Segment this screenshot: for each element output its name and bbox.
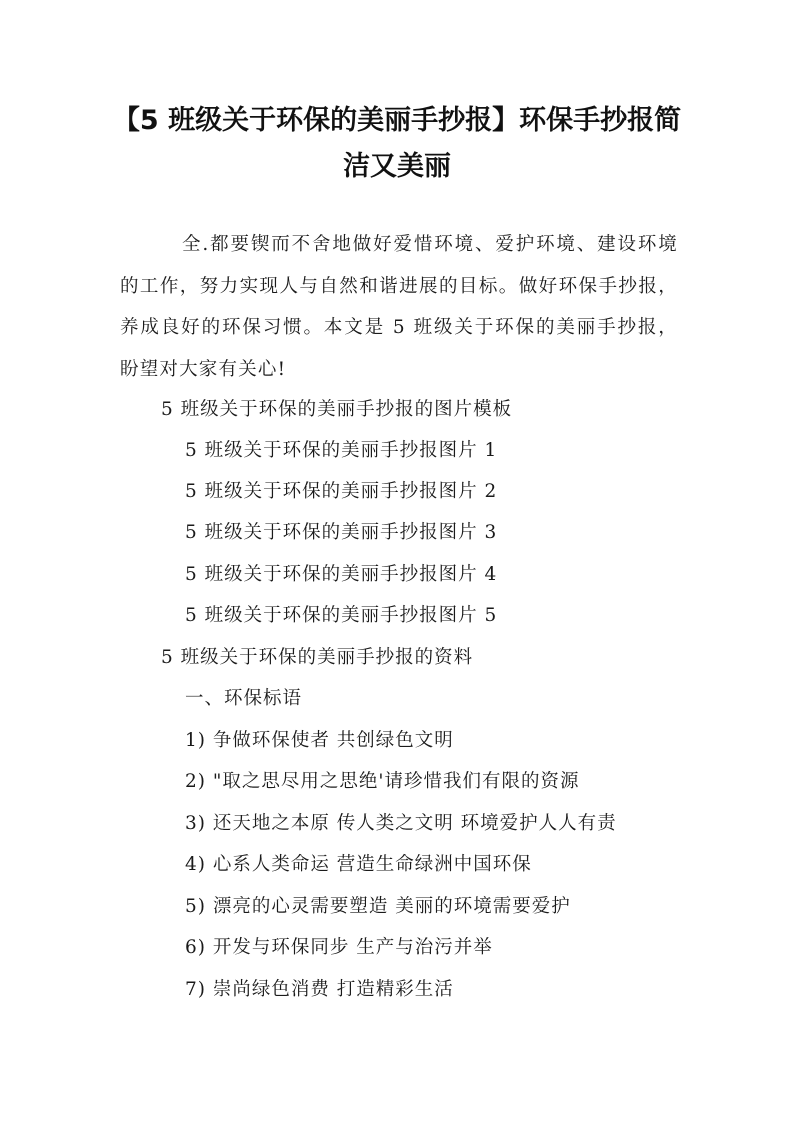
- section-heading-templates: 5 班级关于环保的美丽手抄报的图片模板: [161, 399, 513, 420]
- image-caption-4: 5 班级关于环保的美丽手抄报图片 4: [185, 564, 498, 585]
- section-heading-materials: 5 班级关于环保的美丽手抄报的资料: [161, 647, 474, 668]
- subheading-slogans: 一、环保标语: [185, 688, 303, 709]
- image-caption-1: 5 班级关于环保的美丽手抄报图片 1: [185, 440, 498, 461]
- slogan-item: 2) "取之思尽用之思绝'请珍惜我们有限的资源: [185, 771, 580, 792]
- slogan-item: 7) 崇尚绿色消费 打造精彩生活: [185, 979, 454, 1000]
- image-caption-2: 5 班级关于环保的美丽手抄报图片 2: [185, 481, 498, 502]
- slogan-item: 1) 争做环保使者 共创绿色文明: [185, 730, 454, 751]
- slogan-item: 4) 心系人类命运 营造生命绿洲中国环保: [185, 854, 532, 875]
- document-title: 【5 班级关于环保的美丽手抄报】环保手抄报简洁又美丽: [112, 105, 682, 182]
- slogan-item: 6) 开发与环保同步 生产与治污并举: [185, 937, 493, 958]
- intro-paragraph: 全.都要锲而不舍地做好爱惜环境、爱护环境、建设环境的工作，努力实现人与自然和谐进展的目标。做好环保手抄报，养成良好的环保习惯。本文是 5 班级关于环保的美丽手抄报，盼望对大家有关心!: [120, 234, 678, 380]
- image-caption-3: 5 班级关于环保的美丽手抄报图片 3: [185, 522, 498, 543]
- slogan-item: 3) 还天地之本原 传人类之文明 环境爱护人人有责: [185, 813, 617, 834]
- image-caption-5: 5 班级关于环保的美丽手抄报图片 5: [185, 605, 498, 626]
- slogan-item: 5) 漂亮的心灵需要塑造 美丽的环境需要爱护: [185, 896, 571, 917]
